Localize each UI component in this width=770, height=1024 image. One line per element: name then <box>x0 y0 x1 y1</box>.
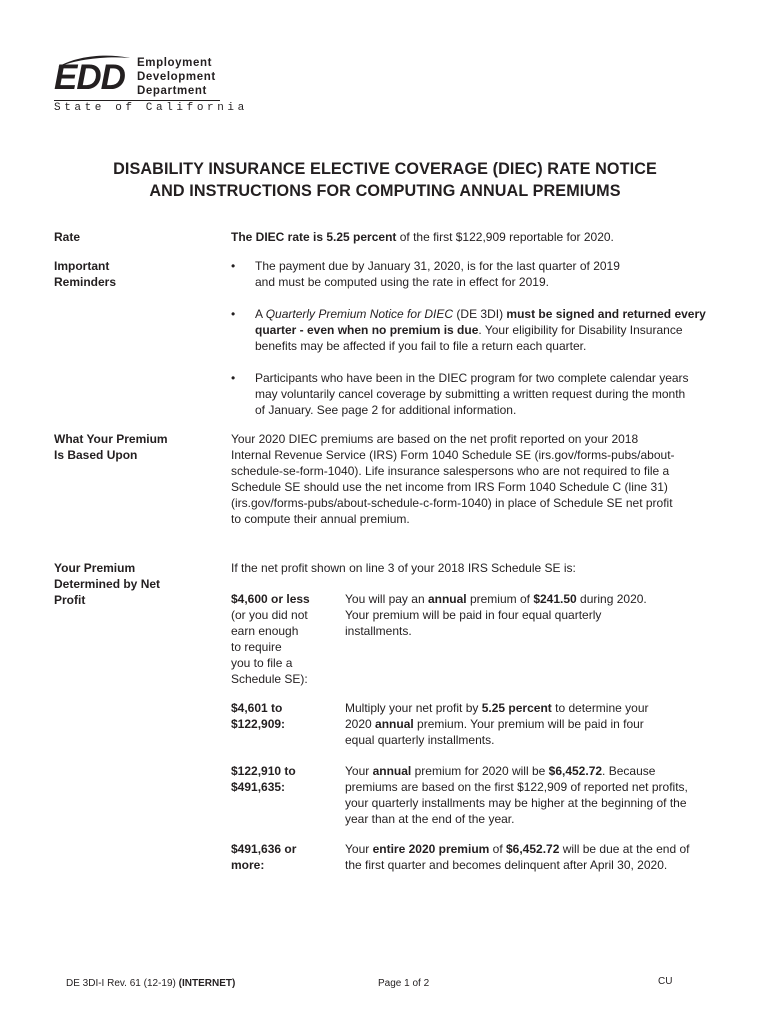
rate-label: Rate <box>54 230 81 244</box>
logo-divider <box>54 100 220 101</box>
reminders-label: Important Reminders <box>54 259 117 289</box>
logo-state-name: State of California <box>54 102 248 114</box>
reminder-item-3: Participants who have been in the DIEC program for two complete calendar years may voluntarily cancel coverage by submitting a written request during the month of January. See page 2 for additional information. <box>255 371 689 417</box>
premium-basis-text: Your 2020 DIEC premiums are based on the net profit reported on your 2018 Internal Revenue Service (IRS) Form 1040 Schedule SE (irs.gov/forms-pubs/about- schedule-se-form-1040). Life insurance salespersons who are not required to file a Schedule SE should use the net income from IRS Form 1040 Schedule C (line 31) (irs.gov/forms-pubs/about-schedule-c-form-1040) in place of Schedule SE net profit to compute their annual premium. <box>231 432 675 526</box>
bullet-marker: • <box>231 307 236 321</box>
profit-description-2: Multiply your net profit by 5.25 percent to determine your 2020 annual premium. Your premium will be paid in four equal quarterly installments. <box>345 701 649 747</box>
document-title: DISABILITY INSURANCE ELECTIVE COVERAGE (DIEC) RATE NOTICE AND INSTRUCTIONS FOR COMPUTING ANNUAL PREMIUMS <box>113 160 657 200</box>
profit-range-4: $491,636 or more: <box>231 842 297 872</box>
reminder-item-1: The payment due by January 31, 2020, is for the last quarter of 2019 and must be computed using the rate in effect for 2019. <box>255 259 620 289</box>
profit-description-3: Your annual premium for 2020 will be $6,452.72. Because premiums are based on the first $122,909 of reported net profits, your quarterly installments may be higher at the beginning of the year than at the end of the year. <box>345 764 688 826</box>
logo-department-name: Employment Development Department <box>137 57 216 97</box>
logo-letters: EDD <box>54 58 125 97</box>
page-number: Page 1 of 2 <box>378 978 430 989</box>
premium-basis-label: What Your Premium Is Based Upon <box>54 432 168 462</box>
rate-text: The DIEC rate is 5.25 percent of the first $122,909 reportable for 2020. <box>231 230 614 244</box>
bullet-marker: • <box>231 371 236 385</box>
net-profit-label: Your Premium Determined by Net Profit <box>54 561 161 607</box>
profit-description-1: You will pay an annual premium of $241.50 during 2020. Your premium will be paid in four equal quarterly installments. <box>345 592 647 638</box>
bullet-marker: • <box>231 259 236 273</box>
reminder-item-2: A Quarterly Premium Notice for DIEC (DE 3DI) must be signed and returned every quarter - even when no premium is due. Your eligibility for Disability Insurance benefits may be affected if you fail to file a return each quarter. <box>255 307 706 353</box>
profit-range-1: $4,600 or less (or you did not earn enough to require you to file a Schedule SE): <box>231 592 310 686</box>
form-identifier: DE 3DI-I Rev. 61 (12-19) (INTERNET) <box>66 978 236 989</box>
net-profit-intro: If the net profit shown on line 3 of your 2018 IRS Schedule SE is: <box>231 561 576 575</box>
profit-range-3: $122,910 to $491,635: <box>231 764 296 794</box>
profit-description-4: Your entire 2020 premium of $6,452.72 will be due at the end of the first quarter and becomes delinquent after April 30, 2020. <box>345 842 690 872</box>
edd-logo <box>54 54 248 114</box>
profit-range-2: $4,601 to $122,909: <box>231 701 286 731</box>
footer-code: CU <box>658 976 673 987</box>
